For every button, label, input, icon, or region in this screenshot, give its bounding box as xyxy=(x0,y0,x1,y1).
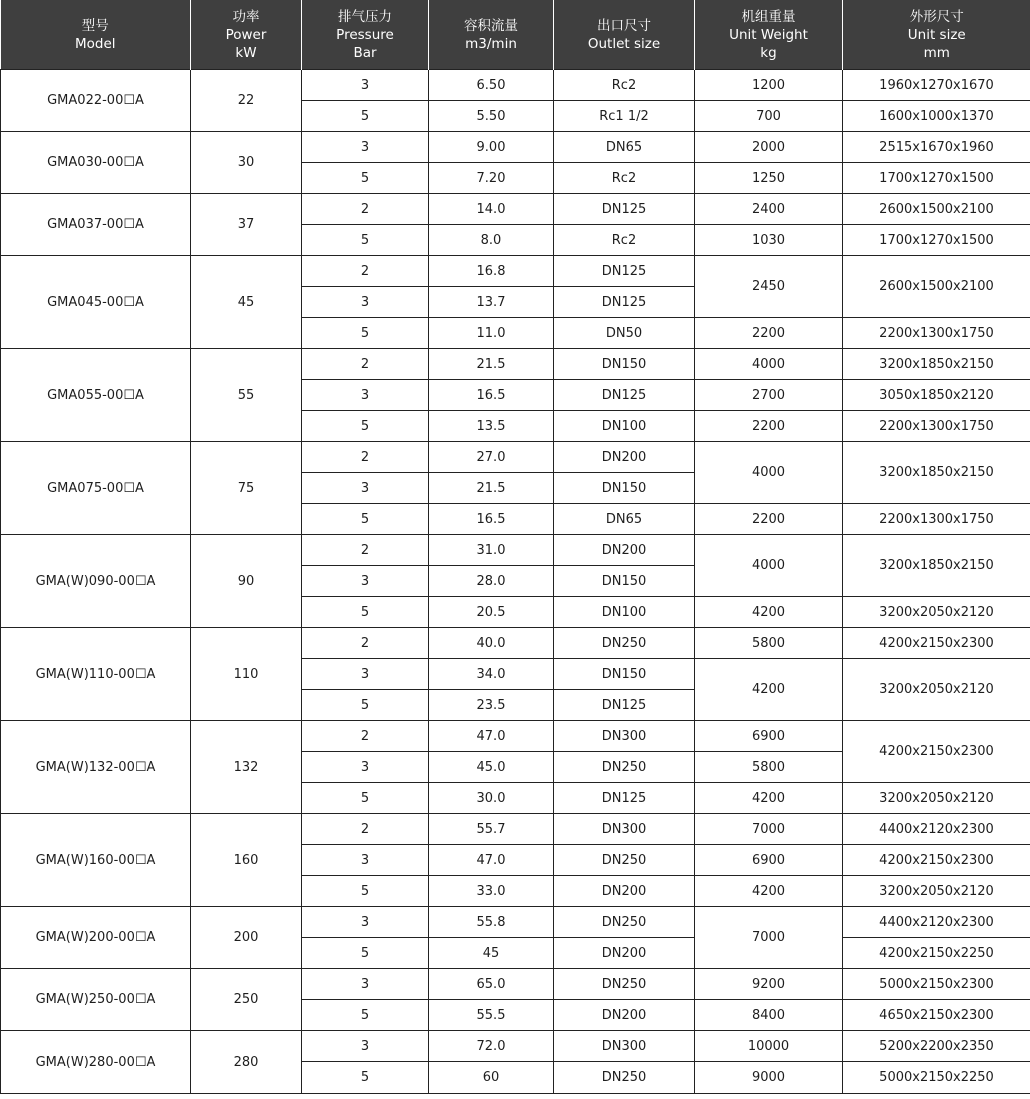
pressure-cell: 3 xyxy=(302,287,429,318)
pressure-cell: 5 xyxy=(302,225,429,256)
outlet-cell: DN150 xyxy=(554,566,695,597)
power-cell: 22 xyxy=(191,70,302,132)
pressure-cell: 2 xyxy=(302,256,429,287)
weight-cell: 2450 xyxy=(695,256,843,318)
weight-cell: 2000 xyxy=(695,132,843,163)
table-row xyxy=(1,349,1030,380)
outlet-cell: DN125 xyxy=(554,690,695,721)
weight-cell: 4000 xyxy=(695,349,843,380)
table-row xyxy=(1,969,1030,1000)
size-cell: 5000x2150x2250 xyxy=(843,1062,1030,1094)
pressure-cell: 3 xyxy=(302,70,429,101)
table-row xyxy=(1,256,1030,287)
weight-cell: 2700 xyxy=(695,380,843,411)
outlet-cell: Rc2 xyxy=(554,70,695,101)
model-cell: GMA022-00☐A xyxy=(1,70,191,132)
outlet-cell: Rc2 xyxy=(554,225,695,256)
size-cell: 2200x1300x1750 xyxy=(843,411,1030,442)
size-cell: 3200x1850x2150 xyxy=(843,442,1030,504)
pressure-cell: 5 xyxy=(302,163,429,194)
size-cell: 3200x2050x2120 xyxy=(843,783,1030,814)
table-row xyxy=(1,70,1030,101)
size-cell: 3200x2050x2120 xyxy=(843,659,1030,721)
weight-cell: 5800 xyxy=(695,752,843,783)
pressure-cell: 5 xyxy=(302,783,429,814)
table-row xyxy=(1,907,1030,938)
size-cell: 2515x1670x1960 xyxy=(843,132,1030,163)
model-cell: GMA037-00☐A xyxy=(1,194,191,256)
size-cell: 3200x1850x2150 xyxy=(843,535,1030,597)
size-cell: 4200x2150x2300 xyxy=(843,721,1030,783)
pressure-cell: 2 xyxy=(302,721,429,752)
weight-cell: 10000 xyxy=(695,1031,843,1062)
model-cell: GMA(W)132-00☐A xyxy=(1,721,191,814)
size-cell: 3200x2050x2120 xyxy=(843,876,1030,907)
size-cell: 3050x1850x2120 xyxy=(843,380,1030,411)
weight-cell: 4200 xyxy=(695,876,843,907)
pressure-cell: 3 xyxy=(302,969,429,1000)
flow-cell: 16.5 xyxy=(429,380,554,411)
weight-cell: 1250 xyxy=(695,163,843,194)
size-cell: 5200x2200x2350 xyxy=(843,1031,1030,1062)
outlet-cell: DN125 xyxy=(554,256,695,287)
power-cell: 90 xyxy=(191,535,302,628)
pressure-cell: 5 xyxy=(302,1000,429,1031)
outlet-cell: DN200 xyxy=(554,442,695,473)
table-row xyxy=(1,442,1030,473)
power-cell: 110 xyxy=(191,628,302,721)
pressure-cell: 5 xyxy=(302,101,429,132)
pressure-cell: 5 xyxy=(302,1062,429,1094)
size-cell: 1960x1270x1670 xyxy=(843,70,1030,101)
model-cell: GMA(W)200-00☐A xyxy=(1,907,191,969)
outlet-cell: DN300 xyxy=(554,1031,695,1062)
pressure-cell: 2 xyxy=(302,442,429,473)
flow-cell: 16.5 xyxy=(429,504,554,535)
weight-cell: 7000 xyxy=(695,907,843,969)
outlet-cell: DN300 xyxy=(554,721,695,752)
size-cell: 2600x1500x2100 xyxy=(843,256,1030,318)
model-cell: GMA(W)160-00☐A xyxy=(1,814,191,907)
weight-cell: 6900 xyxy=(695,845,843,876)
weight-cell: 1030 xyxy=(695,225,843,256)
size-cell: 1700x1270x1500 xyxy=(843,225,1030,256)
flow-cell: 11.0 xyxy=(429,318,554,349)
header-model: 型号 Model xyxy=(1,0,191,70)
header-outlet: 出口尺寸 Outlet size xyxy=(554,0,695,70)
size-cell: 4400x2120x2300 xyxy=(843,814,1030,845)
pressure-cell: 5 xyxy=(302,876,429,907)
weight-cell: 7000 xyxy=(695,814,843,845)
flow-cell: 20.5 xyxy=(429,597,554,628)
weight-cell: 4000 xyxy=(695,442,843,504)
size-cell: 2200x1300x1750 xyxy=(843,504,1030,535)
outlet-cell: DN150 xyxy=(554,659,695,690)
flow-cell: 33.0 xyxy=(429,876,554,907)
model-cell: GMA030-00☐A xyxy=(1,132,191,194)
flow-cell: 65.0 xyxy=(429,969,554,1000)
pressure-cell: 2 xyxy=(302,349,429,380)
weight-cell: 4000 xyxy=(695,535,843,597)
outlet-cell: Rc2 xyxy=(554,163,695,194)
outlet-cell: DN125 xyxy=(554,783,695,814)
pressure-cell: 2 xyxy=(302,535,429,566)
outlet-cell: DN200 xyxy=(554,876,695,907)
outlet-cell: DN65 xyxy=(554,132,695,163)
power-cell: 160 xyxy=(191,814,302,907)
flow-cell: 27.0 xyxy=(429,442,554,473)
outlet-cell: DN200 xyxy=(554,1000,695,1031)
size-cell: 3200x2050x2120 xyxy=(843,597,1030,628)
flow-cell: 9.00 xyxy=(429,132,554,163)
power-cell: 280 xyxy=(191,1031,302,1094)
pressure-cell: 5 xyxy=(302,938,429,969)
size-cell: 5000x2150x2300 xyxy=(843,969,1030,1000)
outlet-cell: DN300 xyxy=(554,814,695,845)
outlet-cell: DN250 xyxy=(554,907,695,938)
model-cell: GMA055-00☐A xyxy=(1,349,191,442)
outlet-cell: DN65 xyxy=(554,504,695,535)
flow-cell: 40.0 xyxy=(429,628,554,659)
weight-cell: 9200 xyxy=(695,969,843,1000)
pressure-cell: 2 xyxy=(302,814,429,845)
weight-cell: 9000 xyxy=(695,1062,843,1094)
size-cell: 4200x2150x2300 xyxy=(843,628,1030,659)
flow-cell: 14.0 xyxy=(429,194,554,225)
outlet-cell: DN200 xyxy=(554,938,695,969)
header-flow: 容积流量 m3/min xyxy=(429,0,554,70)
size-cell: 1600x1000x1370 xyxy=(843,101,1030,132)
header-weight: 机组重量 Unit Weight kg xyxy=(695,0,843,70)
flow-cell: 55.5 xyxy=(429,1000,554,1031)
pressure-cell: 3 xyxy=(302,659,429,690)
pressure-cell: 3 xyxy=(302,473,429,504)
size-cell: 4200x2150x2250 xyxy=(843,938,1030,969)
pressure-cell: 2 xyxy=(302,628,429,659)
weight-cell: 2200 xyxy=(695,504,843,535)
weight-cell: 4200 xyxy=(695,597,843,628)
weight-cell: 5800 xyxy=(695,628,843,659)
flow-cell: 13.5 xyxy=(429,411,554,442)
flow-cell: 21.5 xyxy=(429,473,554,504)
power-cell: 132 xyxy=(191,721,302,814)
outlet-cell: DN150 xyxy=(554,349,695,380)
weight-cell: 6900 xyxy=(695,721,843,752)
flow-cell: 31.0 xyxy=(429,535,554,566)
pressure-cell: 2 xyxy=(302,194,429,225)
outlet-cell: DN250 xyxy=(554,752,695,783)
pressure-cell: 3 xyxy=(302,845,429,876)
flow-cell: 45.0 xyxy=(429,752,554,783)
outlet-cell: DN150 xyxy=(554,473,695,504)
power-cell: 45 xyxy=(191,256,302,349)
table-row xyxy=(1,628,1030,659)
outlet-cell: DN100 xyxy=(554,597,695,628)
size-cell: 4400x2120x2300 xyxy=(843,907,1030,938)
flow-cell: 6.50 xyxy=(429,70,554,101)
model-cell: GMA(W)110-00☐A xyxy=(1,628,191,721)
pressure-cell: 5 xyxy=(302,597,429,628)
pressure-cell: 5 xyxy=(302,411,429,442)
outlet-cell: DN125 xyxy=(554,287,695,318)
outlet-cell: Rc1 1/2 xyxy=(554,101,695,132)
pressure-cell: 3 xyxy=(302,566,429,597)
model-cell: GMA075-00☐A xyxy=(1,442,191,535)
weight-cell: 700 xyxy=(695,101,843,132)
flow-cell: 45 xyxy=(429,938,554,969)
flow-cell: 34.0 xyxy=(429,659,554,690)
table-row xyxy=(1,1031,1030,1062)
power-cell: 200 xyxy=(191,907,302,969)
power-cell: 75 xyxy=(191,442,302,535)
flow-cell: 60 xyxy=(429,1062,554,1094)
flow-cell: 5.50 xyxy=(429,101,554,132)
table-body xyxy=(1,70,1030,1094)
table-row xyxy=(1,535,1030,566)
header-pressure: 排气压力 Pressure Bar xyxy=(302,0,429,70)
header-power: 功率 Power kW xyxy=(191,0,302,70)
power-cell: 37 xyxy=(191,194,302,256)
weight-cell: 2200 xyxy=(695,318,843,349)
flow-cell: 28.0 xyxy=(429,566,554,597)
outlet-cell: DN250 xyxy=(554,1062,695,1094)
weight-cell: 8400 xyxy=(695,1000,843,1031)
flow-cell: 47.0 xyxy=(429,721,554,752)
flow-cell: 72.0 xyxy=(429,1031,554,1062)
outlet-cell: DN50 xyxy=(554,318,695,349)
weight-cell: 1200 xyxy=(695,70,843,101)
power-cell: 30 xyxy=(191,132,302,194)
power-cell: 55 xyxy=(191,349,302,442)
table-row xyxy=(1,721,1030,752)
weight-cell: 2200 xyxy=(695,411,843,442)
power-cell: 250 xyxy=(191,969,302,1031)
flow-cell: 47.0 xyxy=(429,845,554,876)
table-header xyxy=(1,0,1030,70)
size-cell: 4200x2150x2300 xyxy=(843,845,1030,876)
size-cell: 4650x2150x2300 xyxy=(843,1000,1030,1031)
outlet-cell: DN125 xyxy=(554,380,695,411)
size-cell: 2600x1500x2100 xyxy=(843,194,1030,225)
table-row xyxy=(1,132,1030,163)
size-cell: 1700x1270x1500 xyxy=(843,163,1030,194)
flow-cell: 55.7 xyxy=(429,814,554,845)
size-cell: 2200x1300x1750 xyxy=(843,318,1030,349)
outlet-cell: DN250 xyxy=(554,969,695,1000)
pressure-cell: 3 xyxy=(302,380,429,411)
flow-cell: 13.7 xyxy=(429,287,554,318)
model-cell: GMA(W)280-00☐A xyxy=(1,1031,191,1094)
pressure-cell: 3 xyxy=(302,907,429,938)
pressure-cell: 3 xyxy=(302,132,429,163)
flow-cell: 23.5 xyxy=(429,690,554,721)
pressure-cell: 3 xyxy=(302,1031,429,1062)
table-row xyxy=(1,814,1030,845)
weight-cell: 2400 xyxy=(695,194,843,225)
pressure-cell: 5 xyxy=(302,318,429,349)
flow-cell: 8.0 xyxy=(429,225,554,256)
outlet-cell: DN250 xyxy=(554,628,695,659)
outlet-cell: DN200 xyxy=(554,535,695,566)
outlet-cell: DN125 xyxy=(554,194,695,225)
size-cell: 3200x1850x2150 xyxy=(843,349,1030,380)
outlet-cell: DN250 xyxy=(554,845,695,876)
outlet-cell: DN100 xyxy=(554,411,695,442)
pressure-cell: 5 xyxy=(302,690,429,721)
header-row xyxy=(1,0,1030,70)
model-cell: GMA(W)250-00☐A xyxy=(1,969,191,1031)
pressure-cell: 5 xyxy=(302,504,429,535)
weight-cell: 4200 xyxy=(695,659,843,721)
weight-cell: 4200 xyxy=(695,783,843,814)
model-cell: GMA045-00☐A xyxy=(1,256,191,349)
pressure-cell: 3 xyxy=(302,752,429,783)
header-size: 外形尺寸 Unit size mm xyxy=(843,0,1030,70)
flow-cell: 30.0 xyxy=(429,783,554,814)
flow-cell: 7.20 xyxy=(429,163,554,194)
flow-cell: 55.8 xyxy=(429,907,554,938)
model-cell: GMA(W)090-00☐A xyxy=(1,535,191,628)
flow-cell: 21.5 xyxy=(429,349,554,380)
flow-cell: 16.8 xyxy=(429,256,554,287)
table-row xyxy=(1,194,1030,225)
